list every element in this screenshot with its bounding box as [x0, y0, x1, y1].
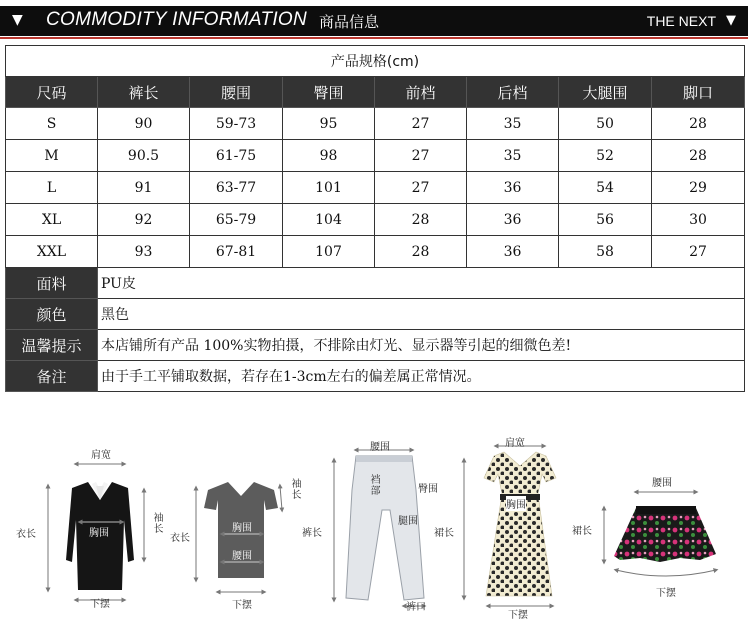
table-cell: 91 [98, 172, 190, 204]
dress-length-label: 裙长 [434, 528, 454, 539]
table-cell: 35 [467, 140, 559, 172]
jeans-waist-label: 腰围 [370, 442, 390, 453]
table-cell: 54 [559, 172, 652, 204]
jeans-rise-label: 裆部 [368, 474, 379, 496]
dress-chest-label: 胸围 [506, 496, 526, 511]
tshirt-hem-label: 下摆 [232, 600, 252, 611]
accent-line [0, 37, 748, 39]
skirt-length-label: 裙长 [572, 526, 592, 537]
table-cell: 104 [283, 204, 375, 236]
jacket-chest-label: 胸围 [89, 528, 109, 539]
skirt-illustration [604, 492, 716, 576]
table-cell: 92 [98, 204, 190, 236]
table-cell: 59-73 [190, 108, 283, 140]
jeans-hip-label: 臀围 [418, 484, 438, 495]
table-cell: XL [6, 204, 98, 236]
jeans-thigh-label: 腿围 [398, 516, 418, 527]
info-value: 由于手工平铺取数据，若存在1-3cm左右的偏差属正常情况。 [98, 361, 745, 392]
skirt-hem-label: 下摆 [656, 588, 676, 599]
table-cell: 28 [375, 204, 467, 236]
table-cell: 90.5 [98, 140, 190, 172]
table-cell: 98 [283, 140, 375, 172]
table-cell: 50 [559, 108, 652, 140]
table-row [6, 172, 745, 204]
tshirt-waist-label: 腰围 [232, 551, 252, 562]
column-header: 后档 [467, 77, 559, 108]
table-cell: M [6, 140, 98, 172]
table-cell: 36 [467, 204, 559, 236]
table-row [6, 236, 745, 268]
table-row [6, 108, 745, 140]
column-header: 前档 [375, 77, 467, 108]
jacket-length-label: 衣长 [16, 529, 36, 540]
table-cell: 29 [652, 172, 745, 204]
dress-shoulder-label: 肩宽 [505, 438, 525, 449]
table-cell: 36 [467, 172, 559, 204]
table-cell: 28 [652, 108, 745, 140]
next-link[interactable]: THE NEXT [646, 13, 716, 29]
column-header: 腰围 [190, 77, 283, 108]
table-header-row [6, 77, 745, 108]
header-title-en: COMMODITY INFORMATION [46, 9, 308, 30]
triangle-down-icon: ▼ [12, 12, 23, 28]
column-header: 脚口 [652, 77, 745, 108]
table-cell: 27 [375, 108, 467, 140]
jeans-cuff-label: 裤口 [406, 602, 426, 613]
jacket-hem-label: 下摆 [90, 599, 110, 610]
skirt-waist-label: 腰围 [652, 478, 672, 489]
size-table [5, 45, 745, 392]
table-cell: 52 [559, 140, 652, 172]
table-cell: 67-81 [190, 236, 283, 268]
table-cell: 27 [375, 140, 467, 172]
info-label: 温馨提示 [6, 330, 98, 361]
info-label: 颜色 [6, 299, 98, 330]
tshirt-length-label: 衣长 [170, 533, 190, 544]
table-cell: 30 [652, 204, 745, 236]
table-cell: 90 [98, 108, 190, 140]
tshirt-sleeve-label: 袖长 [289, 478, 300, 500]
table-cell: 56 [559, 204, 652, 236]
table-cell: 28 [375, 236, 467, 268]
table-cell: 58 [559, 236, 652, 268]
table-cell: 101 [283, 172, 375, 204]
jeans-length-label: 裤长 [302, 528, 322, 539]
info-row-color [6, 299, 745, 330]
dress-illustration [464, 446, 556, 606]
info-row-note [6, 361, 745, 392]
measurement-diagrams [0, 430, 748, 624]
table-row [6, 204, 745, 236]
info-value: 本店铺所有产品 100%实物拍摄，不排除由灯光、显示器等引起的细微色差! [98, 330, 745, 361]
table-cell: XXL [6, 236, 98, 268]
column-header: 裤长 [98, 77, 190, 108]
info-value: 黑色 [98, 299, 745, 330]
info-row-fabric [6, 268, 745, 299]
table-cell: 27 [652, 236, 745, 268]
table-cell: 95 [283, 108, 375, 140]
table-cell: 36 [467, 236, 559, 268]
header-bar [0, 6, 748, 36]
table-cell: L [6, 172, 98, 204]
table-cell: 27 [375, 172, 467, 204]
column-header: 臀围 [283, 77, 375, 108]
table-cell: 28 [652, 140, 745, 172]
table-cell: 65-79 [190, 204, 283, 236]
triangle-down-icon-next[interactable]: ▼ [726, 13, 736, 28]
table-cell: 107 [283, 236, 375, 268]
jacket-sleeve-label: 袖长 [151, 512, 162, 534]
tshirt-chest-label: 胸围 [232, 523, 252, 534]
table-cell: 63-77 [190, 172, 283, 204]
table-cell: S [6, 108, 98, 140]
info-row-tip [6, 330, 745, 361]
table-cell: 61-75 [190, 140, 283, 172]
column-header: 尺码 [6, 77, 98, 108]
table-cell: 35 [467, 108, 559, 140]
tshirt-illustration [196, 482, 282, 592]
jacket-shoulder-label: 肩宽 [91, 450, 111, 461]
header-title-cn: 商品信息 [319, 13, 380, 31]
table-row [6, 140, 745, 172]
table-title: 产品规格(cm) [6, 46, 745, 77]
info-label: 备注 [6, 361, 98, 392]
table-cell: 93 [98, 236, 190, 268]
info-label: 面料 [6, 268, 98, 299]
column-header: 大腿围 [559, 77, 652, 108]
garment-illustrations [0, 430, 748, 624]
dress-hem-label: 下摆 [508, 610, 528, 621]
info-value: PU皮 [98, 268, 745, 299]
